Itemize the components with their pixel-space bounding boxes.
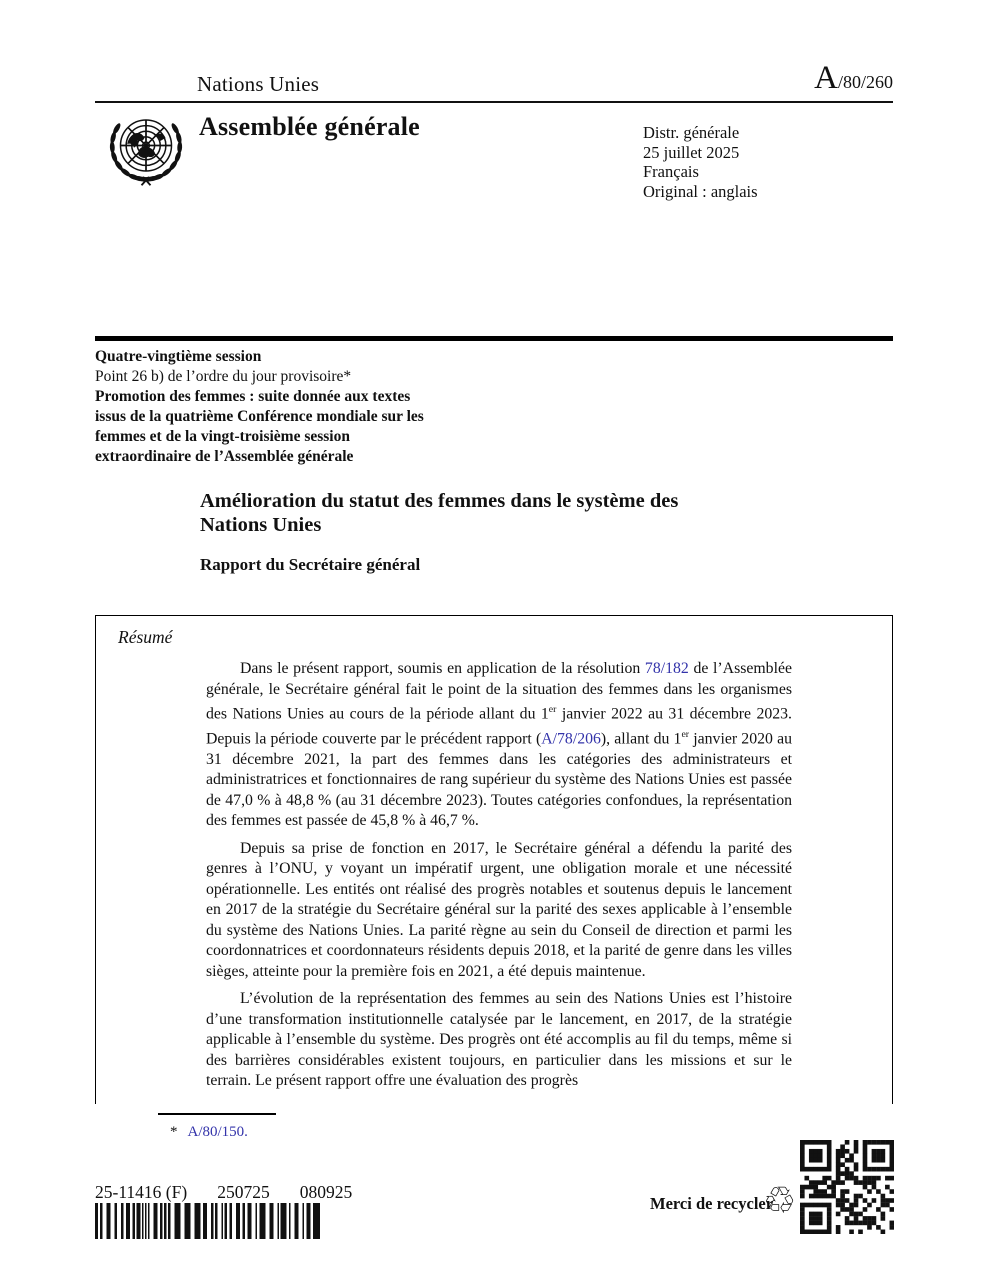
un-emblem-icon xyxy=(101,108,191,198)
summary-box xyxy=(95,615,893,1104)
report-subtitle: Rapport du Secrétaire général xyxy=(200,555,421,574)
session-rule xyxy=(95,336,893,341)
summary-text xyxy=(206,659,792,1092)
doc-symbol-rest: /80/260 xyxy=(837,72,893,92)
document-language: Français xyxy=(643,162,699,181)
agenda-title-line: extraordinaire de l’Assemblée générale xyxy=(95,448,354,465)
footnote-rule xyxy=(158,1113,276,1115)
superscript: er xyxy=(681,728,690,740)
document-link[interactable]: A/78/206 xyxy=(541,730,601,748)
original-language: Original : anglais xyxy=(643,181,758,201)
footnote xyxy=(170,1124,248,1141)
agenda-title xyxy=(95,387,515,467)
summary-paragraph: Dans le présent rapport, soumis en application de la résolution 78/182 de l’Assemblée générale, le Secrétaire général fait le point de la situation des femmes dans les organismes des Nations Unies au cours de la période allant du 1er janvier 2022 au 31 décembre 2023. Depuis la période couverte par le précédent rapport (A/78/206), allant du 1er janvier 2020 au 31 décembre 2021, la part des femmes dans les catégories des administrateurs et administratrices et fonctionnaires de rang supérieur du système des Nations Unies est passée de 47,0 % à 48,8 % (au 31 décembre 2023). Toutes catégories confondues, la représentation des femmes est passée de 45,8 % à 46,7 %. xyxy=(206,660,792,830)
summary-heading: Résumé xyxy=(118,627,173,647)
summary-paragraph: L’évolution de la représentation des femmes au sein des Nations Unies est l’histoire d’une transformation institutionnelle catalysée par le lancement, en 2017, de la stratégie applicable à l’ensemble du système. Des progrès ont été accomplis au fil du temps, même si des barrières considérables existent toujours, en particulier dans les missions et sur le terrain. Le présent rapport offre une évaluation des progrès xyxy=(206,990,792,1090)
job-number: 25-11416 (F) xyxy=(95,1182,188,1202)
agenda-title-line: Promotion des femmes : suite donnée aux textes xyxy=(95,388,411,405)
page-title: Assemblée générale xyxy=(199,112,420,141)
session-block xyxy=(95,347,515,467)
recycle-icon: ♲ xyxy=(763,1179,797,1222)
agenda-item: Point 26 b) de l’ordre du jour provisoire* xyxy=(95,368,352,385)
summary-paragraph: Depuis sa prise de fonction en 2017, le Secrétaire général a défendu la parité des genres à l’ONU, y voyant un impératif urgent, une obligation morale et une nécessité opérationnelle. Les entités ont réalisé des progrès notables et soutenus depuis le lancement en 2017 de la stratégie du Secrétaire général sur la parité des sexes applicable à l’ensemble du système des Nations Unies. La parité règne au sein du Conseil de direction et parmi les coordonnatrices et coordonnateurs résidents depuis 2018, et la parité de genre dans les villes sièges, atteinte pour la première fois en 2021, a été depuis maintenue. xyxy=(206,839,792,980)
session-name: Quatre-vingtième session xyxy=(95,348,262,365)
footnote-reference-link[interactable]: A/80/150. xyxy=(187,1124,248,1140)
date-code-1: 250725 xyxy=(217,1182,270,1202)
doc-symbol xyxy=(814,60,893,97)
date-code-2: 080925 xyxy=(299,1182,353,1202)
org-name: Nations Unies xyxy=(197,72,320,96)
recycle-row xyxy=(650,1178,800,1228)
document-date: 25 juillet 2025 xyxy=(643,142,740,162)
doc-symbol-letter: A xyxy=(814,60,838,96)
superscript: er xyxy=(548,704,557,715)
agenda-title-line: issus de la quatrième Conférence mondiale sur les xyxy=(95,408,424,425)
footnote-marker: * xyxy=(170,1124,178,1140)
distribution-type: Distr. générale xyxy=(643,123,740,142)
header-rule xyxy=(95,101,893,103)
report-title: Amélioration du statut des femmes dans le système des Nations Unies xyxy=(200,490,679,536)
qr-code xyxy=(800,1140,894,1234)
recycle-text: Merci de recycler xyxy=(650,1194,774,1213)
agenda-title-line: femmes et de la vingt-troisième session xyxy=(95,428,350,445)
barcode xyxy=(95,1203,323,1239)
distribution-block xyxy=(643,123,758,201)
document-link[interactable]: 78/182 xyxy=(644,660,689,677)
job-number-line xyxy=(95,1182,352,1203)
